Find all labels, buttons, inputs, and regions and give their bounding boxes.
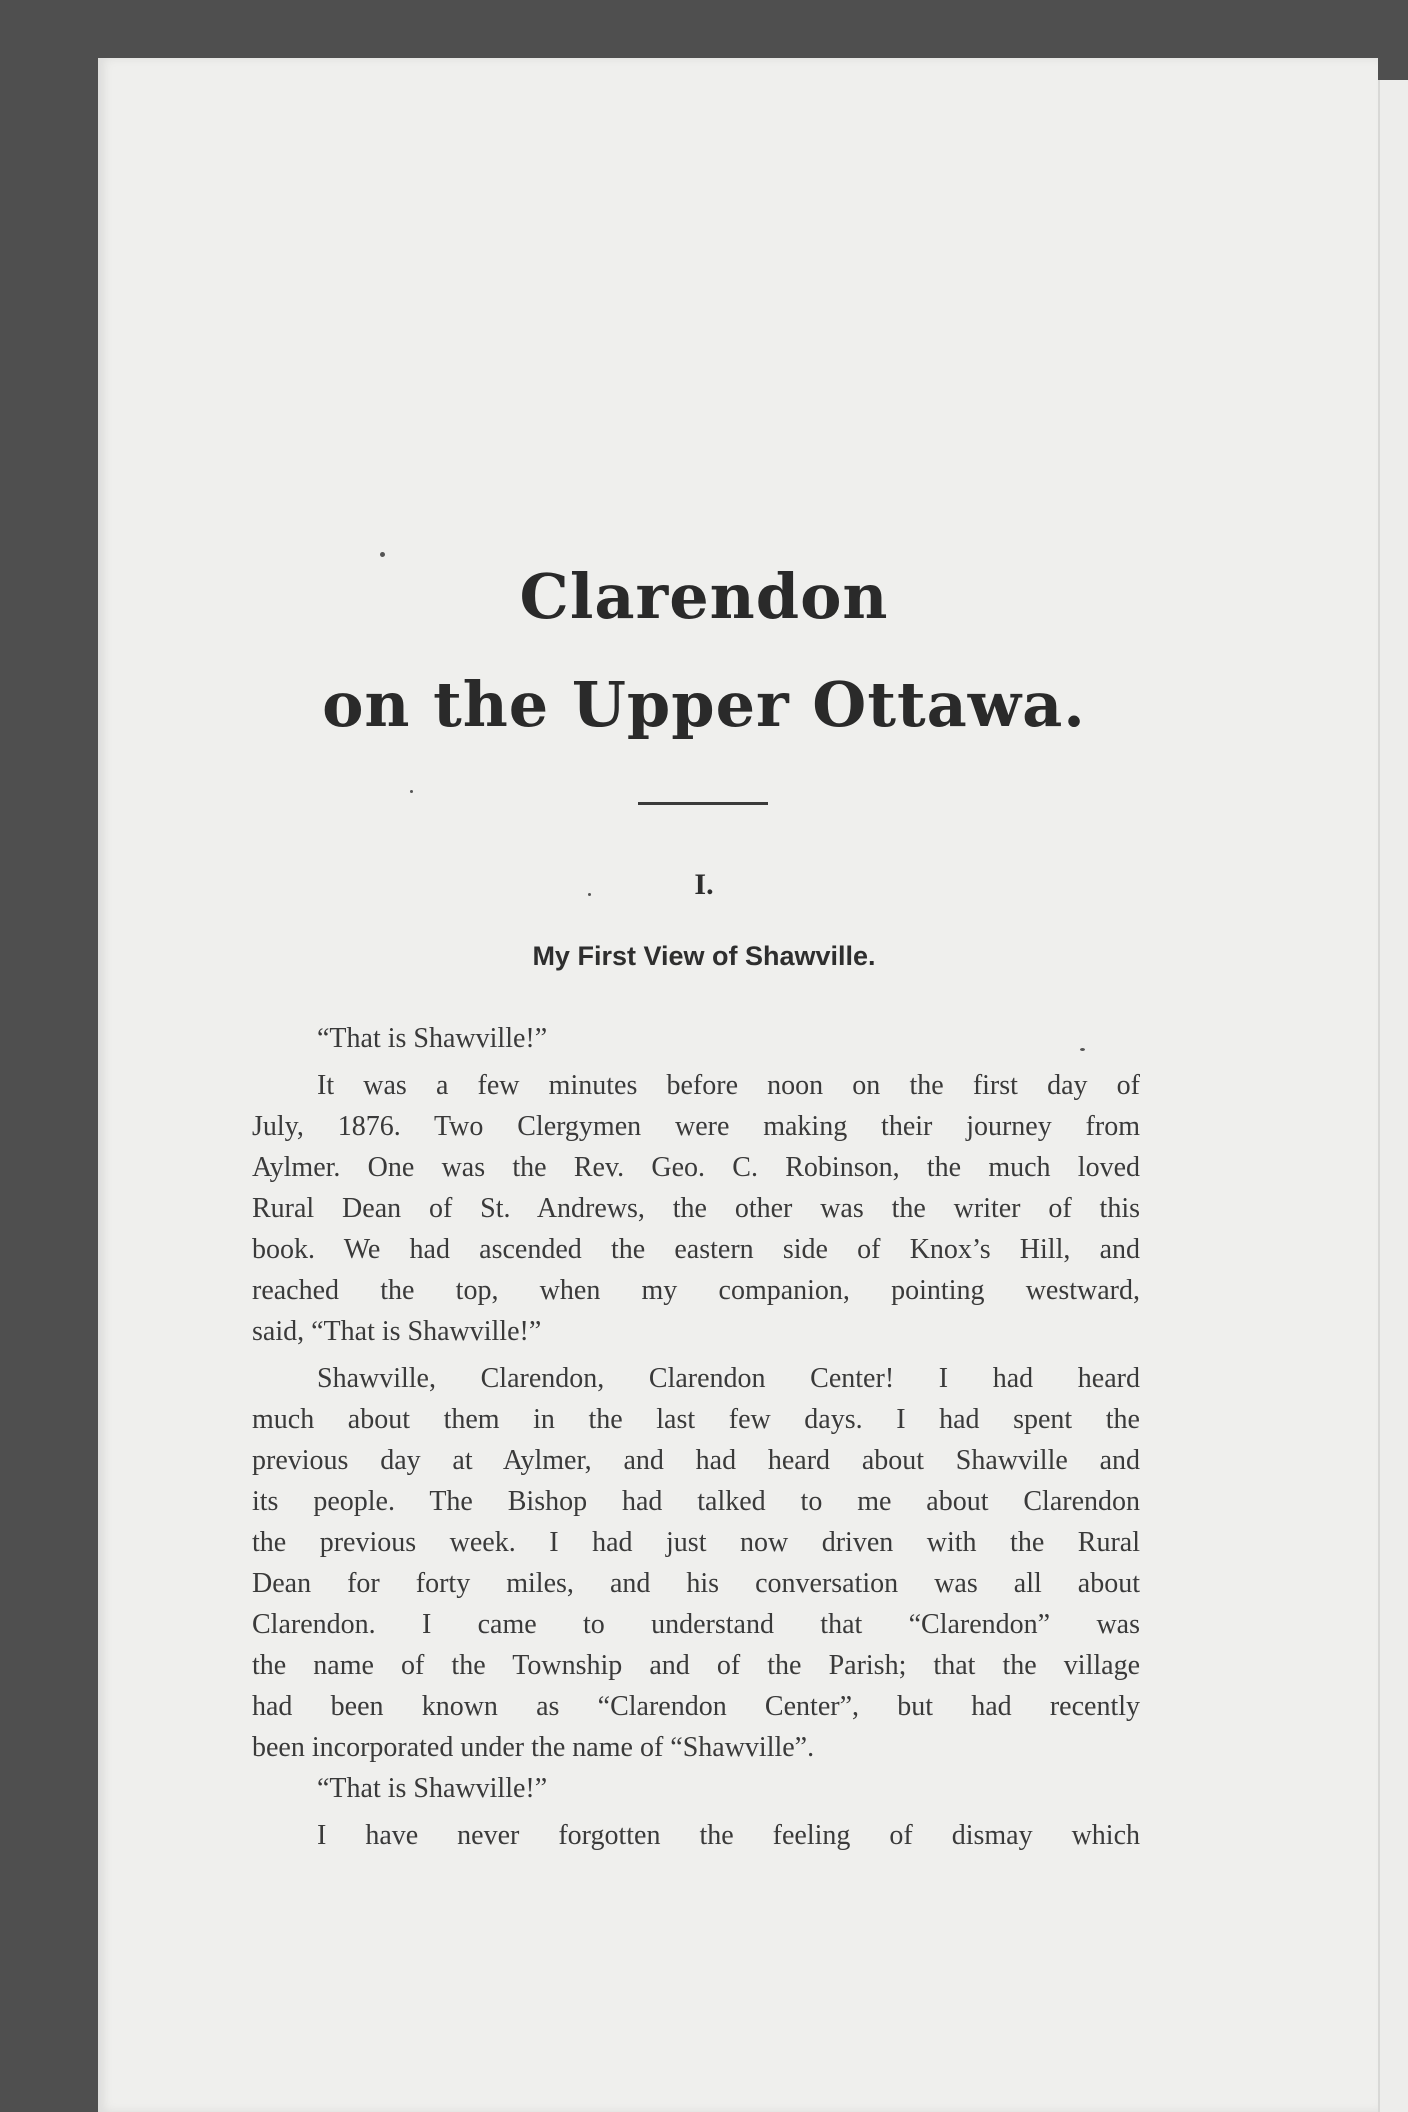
text-line: much about them in the last few days. I had spent the — [252, 1404, 1140, 1435]
text-line: said, “That is Shawville!” — [252, 1316, 542, 1347]
book-title-line-1: Clarendon — [519, 560, 889, 633]
text-line: its people. The Bishop had talked to me about Clarendon — [252, 1486, 1140, 1517]
text-line: the previous week. I had just now driven with the Rural — [252, 1527, 1140, 1558]
text-line: been incorporated under the name of “Shawville”. — [252, 1732, 815, 1763]
chapter-number: I. — [694, 868, 714, 901]
text-line: It was a few minutes before noon on the first day of — [317, 1070, 1140, 1101]
dust-speck — [410, 790, 413, 793]
text-line: July, 1876. Two Clergymen were making their journey from — [252, 1111, 1140, 1142]
text-line: Shawville, Clarendon, Clarendon Center! I had heard — [317, 1363, 1140, 1394]
body-text — [252, 1018, 1140, 1856]
text-line: I have never forgotten the feeling of dismay which — [317, 1820, 1140, 1851]
dust-speck — [380, 552, 385, 557]
text-line: Dean for forty miles, and his conversation was all about — [252, 1568, 1140, 1599]
text-line: Rural Dean of St. Andrews, the other was the writer of this — [252, 1193, 1140, 1224]
book-title-line-2: on the Upper Ottawa. — [322, 668, 1086, 741]
title-divider — [638, 802, 768, 805]
text-line: Aylmer. One was the Rev. Geo. C. Robinson, the much loved — [252, 1152, 1140, 1183]
text-line: the name of the Township and of the Parish; that the village — [252, 1650, 1140, 1681]
text-line: “That is Shawville!” — [317, 1773, 548, 1804]
text-line: Clarendon. I came to understand that “Clarendon” was — [252, 1609, 1140, 1640]
text-line: “That is Shawville!” — [317, 1023, 548, 1054]
page-edge — [1378, 80, 1408, 2112]
text-line: book. We had ascended the eastern side of Knox’s Hill, and — [252, 1234, 1140, 1265]
chapter-heading: My First View of Shawville. — [532, 941, 876, 971]
text-line: previous day at Aylmer, and had heard about Shawville and — [252, 1445, 1140, 1476]
text-line: had been known as “Clarendon Center”, but had recently — [252, 1691, 1140, 1722]
text-line: reached the top, when my companion, pointing westward, — [252, 1275, 1140, 1306]
